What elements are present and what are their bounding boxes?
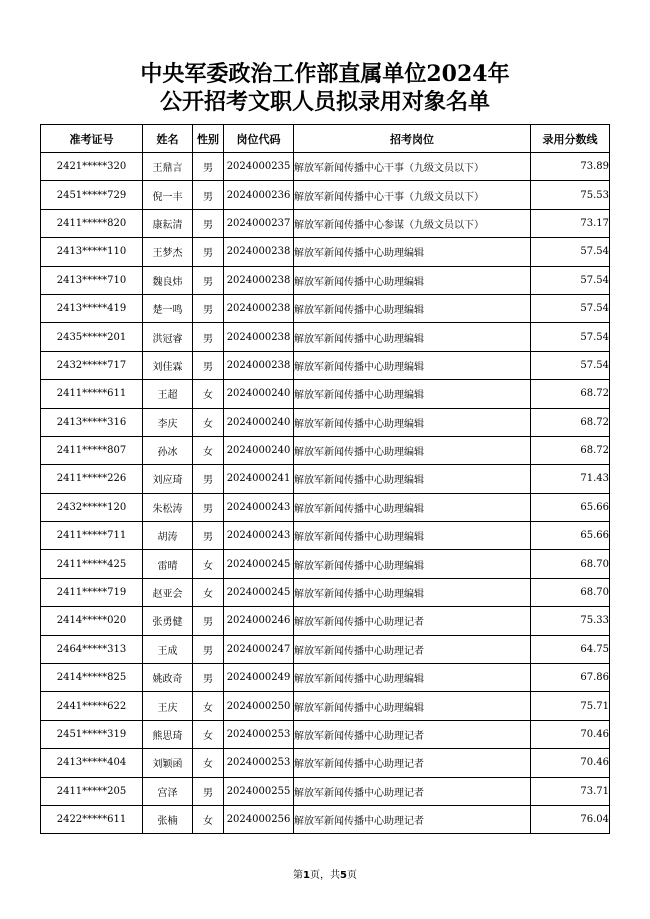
post-cell: 解放军新闻传播中心助理编辑 — [294, 351, 531, 379]
gender-cell: 男 — [193, 294, 224, 322]
exam-id-cell: 2432*****120 — [41, 493, 143, 521]
table-header-row — [41, 125, 610, 153]
post-code-cell: 2024000249 — [224, 664, 294, 692]
header-name: 姓名 — [143, 125, 193, 153]
post-cell: 解放军新闻传播中心干事（九级文员以下） — [294, 181, 531, 209]
post-cell: 解放军新闻传播中心助理编辑 — [294, 664, 531, 692]
score-cell: 75.53 — [531, 181, 610, 209]
score-cell: 71.43 — [531, 465, 610, 493]
score-cell: 68.70 — [531, 578, 610, 606]
exam-id-cell: 2411*****205 — [41, 777, 143, 805]
post-cell: 解放军新闻传播中心助理记者 — [294, 805, 531, 833]
post-code-cell: 2024000253 — [224, 749, 294, 777]
post-code-cell: 2024000250 — [224, 692, 294, 720]
table-row — [41, 777, 610, 805]
name-cell: 雷晴 — [143, 550, 193, 578]
exam-id-cell: 2464*****313 — [41, 635, 143, 663]
exam-id-cell: 2451*****729 — [41, 181, 143, 209]
table-row — [41, 720, 610, 748]
gender-cell: 女 — [193, 550, 224, 578]
score-cell: 68.72 — [531, 408, 610, 436]
post-cell: 解放军新闻传播中心助理编辑 — [294, 266, 531, 294]
gender-cell: 女 — [193, 692, 224, 720]
exam-id-cell: 2422*****611 — [41, 805, 143, 833]
name-cell: 张楠 — [143, 805, 193, 833]
table-row — [41, 578, 610, 606]
post-code-cell: 2024000245 — [224, 550, 294, 578]
name-cell: 王梦杰 — [143, 238, 193, 266]
gender-cell: 男 — [193, 181, 224, 209]
gender-cell: 女 — [193, 436, 224, 464]
post-code-cell: 2024000245 — [224, 578, 294, 606]
exam-id-cell: 2413*****110 — [41, 238, 143, 266]
exam-id-cell: 2411*****719 — [41, 578, 143, 606]
name-cell: 孙冰 — [143, 436, 193, 464]
post-cell: 解放军新闻传播中心助理编辑 — [294, 692, 531, 720]
gender-cell: 男 — [193, 607, 224, 635]
gender-cell: 男 — [193, 493, 224, 521]
post-cell: 解放军新闻传播中心助理编辑 — [294, 436, 531, 464]
name-cell: 姚政奇 — [143, 664, 193, 692]
name-cell: 胡涛 — [143, 522, 193, 550]
table-row — [41, 238, 610, 266]
post-code-cell: 2024000238 — [224, 323, 294, 351]
score-cell: 68.72 — [531, 436, 610, 464]
page-indicator — [0, 866, 650, 881]
gender-cell: 男 — [193, 465, 224, 493]
name-cell: 魏良炜 — [143, 266, 193, 294]
table-row — [41, 692, 610, 720]
post-cell: 解放军新闻传播中心助理编辑 — [294, 465, 531, 493]
table-row — [41, 550, 610, 578]
gender-cell: 女 — [193, 720, 224, 748]
post-cell: 解放军新闻传播中心助理记者 — [294, 635, 531, 663]
table-row — [41, 493, 610, 521]
name-cell: 熊思琦 — [143, 720, 193, 748]
post-code-cell: 2024000243 — [224, 522, 294, 550]
header-score: 录用分数线 — [531, 125, 610, 153]
exam-id-cell: 2413*****419 — [41, 294, 143, 322]
exam-id-cell: 2421*****320 — [41, 153, 143, 181]
table-row — [41, 351, 610, 379]
exam-id-cell: 2414*****825 — [41, 664, 143, 692]
post-code-cell: 2024000247 — [224, 635, 294, 663]
score-cell: 68.72 — [531, 380, 610, 408]
post-code-cell: 2024000238 — [224, 294, 294, 322]
name-cell: 张勇健 — [143, 607, 193, 635]
table-row — [41, 522, 610, 550]
post-cell: 解放军新闻传播中心助理记者 — [294, 749, 531, 777]
table-row — [41, 380, 610, 408]
post-code-cell: 2024000255 — [224, 777, 294, 805]
table-body — [41, 153, 610, 834]
post-code-cell: 2024000240 — [224, 408, 294, 436]
exam-id-cell: 2413*****710 — [41, 266, 143, 294]
exam-id-cell: 2411*****611 — [41, 380, 143, 408]
page-middle: 页，共 — [310, 870, 340, 881]
exam-id-cell: 2435*****201 — [41, 323, 143, 351]
gender-cell: 男 — [193, 266, 224, 294]
post-cell: 解放军新闻传播中心助理编辑 — [294, 578, 531, 606]
table-row — [41, 209, 610, 237]
score-cell: 57.54 — [531, 266, 610, 294]
score-cell: 65.66 — [531, 493, 610, 521]
post-cell: 解放军新闻传播中心助理记者 — [294, 607, 531, 635]
gender-cell: 女 — [193, 749, 224, 777]
name-cell: 王庆 — [143, 692, 193, 720]
score-cell: 64.75 — [531, 635, 610, 663]
table-row — [41, 153, 610, 181]
post-code-cell: 2024000240 — [224, 436, 294, 464]
exam-id-cell: 2441*****622 — [41, 692, 143, 720]
name-cell: 王成 — [143, 635, 193, 663]
table-row — [41, 664, 610, 692]
table-row — [41, 294, 610, 322]
score-cell: 73.89 — [531, 153, 610, 181]
current-page: 1 — [303, 870, 310, 881]
post-cell: 解放军新闻传播中心参谋（九级文员以下） — [294, 209, 531, 237]
name-cell: 李庆 — [143, 408, 193, 436]
exam-id-cell: 2411*****807 — [41, 436, 143, 464]
table-row — [41, 436, 610, 464]
post-code-cell: 2024000243 — [224, 493, 294, 521]
gender-cell: 男 — [193, 209, 224, 237]
gender-cell: 男 — [193, 351, 224, 379]
post-code-cell: 2024000241 — [224, 465, 294, 493]
name-cell: 王超 — [143, 380, 193, 408]
table-row — [41, 635, 610, 663]
score-cell: 68.70 — [531, 550, 610, 578]
score-cell: 57.54 — [531, 323, 610, 351]
table-row — [41, 805, 610, 833]
exam-id-cell: 2411*****711 — [41, 522, 143, 550]
post-code-cell: 2024000253 — [224, 720, 294, 748]
post-cell: 解放军新闻传播中心助理记者 — [294, 777, 531, 805]
post-code-cell: 2024000236 — [224, 181, 294, 209]
post-cell: 解放军新闻传播中心助理编辑 — [294, 294, 531, 322]
gender-cell: 男 — [193, 153, 224, 181]
gender-cell: 男 — [193, 664, 224, 692]
post-cell: 解放军新闻传播中心助理编辑 — [294, 408, 531, 436]
gender-cell: 男 — [193, 777, 224, 805]
post-code-cell: 2024000235 — [224, 153, 294, 181]
score-cell: 57.54 — [531, 351, 610, 379]
post-cell: 解放军新闻传播中心干事（九级文员以下） — [294, 153, 531, 181]
name-cell: 洪冠睿 — [143, 323, 193, 351]
post-code-cell: 2024000246 — [224, 607, 294, 635]
name-cell: 宫泽 — [143, 777, 193, 805]
score-cell: 57.54 — [531, 238, 610, 266]
post-cell: 解放军新闻传播中心助理编辑 — [294, 550, 531, 578]
table-row — [41, 181, 610, 209]
post-code-cell: 2024000240 — [224, 380, 294, 408]
exam-id-cell: 2411*****226 — [41, 465, 143, 493]
score-cell: 70.46 — [531, 720, 610, 748]
exam-id-cell: 2414*****020 — [41, 607, 143, 635]
post-code-cell: 2024000238 — [224, 351, 294, 379]
gender-cell: 男 — [193, 238, 224, 266]
page-suffix: 页 — [346, 870, 357, 881]
score-cell: 73.71 — [531, 777, 610, 805]
post-cell: 解放军新闻传播中心助理记者 — [294, 720, 531, 748]
name-cell: 康耘清 — [143, 209, 193, 237]
post-code-cell: 2024000238 — [224, 238, 294, 266]
score-cell: 76.04 — [531, 805, 610, 833]
table-row — [41, 607, 610, 635]
gender-cell: 男 — [193, 635, 224, 663]
name-cell: 刘颖函 — [143, 749, 193, 777]
gender-cell: 女 — [193, 805, 224, 833]
post-cell: 解放军新闻传播中心助理编辑 — [294, 238, 531, 266]
gender-cell: 女 — [193, 380, 224, 408]
score-cell: 75.33 — [531, 607, 610, 635]
score-cell: 75.71 — [531, 692, 610, 720]
table-row — [41, 408, 610, 436]
name-cell: 赵亚会 — [143, 578, 193, 606]
exam-id-cell: 2413*****404 — [41, 749, 143, 777]
admission-list-table — [40, 124, 610, 834]
page-prefix: 第 — [293, 870, 304, 881]
gender-cell: 女 — [193, 578, 224, 606]
exam-id-cell: 2411*****820 — [41, 209, 143, 237]
gender-cell: 男 — [193, 323, 224, 351]
name-cell: 刘应琦 — [143, 465, 193, 493]
header-post: 招考岗位 — [294, 125, 531, 153]
name-cell: 朱松涛 — [143, 493, 193, 521]
name-cell: 倪一丰 — [143, 181, 193, 209]
table-row — [41, 266, 610, 294]
post-code-cell: 2024000237 — [224, 209, 294, 237]
total-pages: 5 — [340, 870, 347, 881]
post-cell: 解放军新闻传播中心助理编辑 — [294, 323, 531, 351]
score-cell: 70.46 — [531, 749, 610, 777]
score-cell: 73.17 — [531, 209, 610, 237]
score-cell: 57.54 — [531, 294, 610, 322]
gender-cell: 男 — [193, 522, 224, 550]
post-code-cell: 2024000238 — [224, 266, 294, 294]
table-row — [41, 465, 610, 493]
exam-id-cell: 2411*****425 — [41, 550, 143, 578]
post-cell: 解放军新闻传播中心助理编辑 — [294, 522, 531, 550]
exam-id-cell: 2413*****316 — [41, 408, 143, 436]
post-cell: 解放军新闻传播中心助理编辑 — [294, 493, 531, 521]
exam-id-cell: 2432*****717 — [41, 351, 143, 379]
name-cell: 王鼎言 — [143, 153, 193, 181]
name-cell: 楚一鸣 — [143, 294, 193, 322]
document-title-line2: 公开招考文职人员拟录用对象名单 — [159, 89, 490, 115]
header-post-code: 岗位代码 — [224, 125, 294, 153]
document-title-line1: 中央军委政治工作部直属单位2024年 — [140, 61, 510, 87]
table-row — [41, 749, 610, 777]
post-cell: 解放军新闻传播中心助理编辑 — [294, 380, 531, 408]
gender-cell: 女 — [193, 408, 224, 436]
name-cell: 刘佳霖 — [143, 351, 193, 379]
post-code-cell: 2024000256 — [224, 805, 294, 833]
score-cell: 65.66 — [531, 522, 610, 550]
header-gender: 性别 — [193, 125, 224, 153]
exam-id-cell: 2451*****319 — [41, 720, 143, 748]
table-row — [41, 323, 610, 351]
score-cell: 67.86 — [531, 664, 610, 692]
header-exam-id: 准考证号 — [41, 125, 143, 153]
